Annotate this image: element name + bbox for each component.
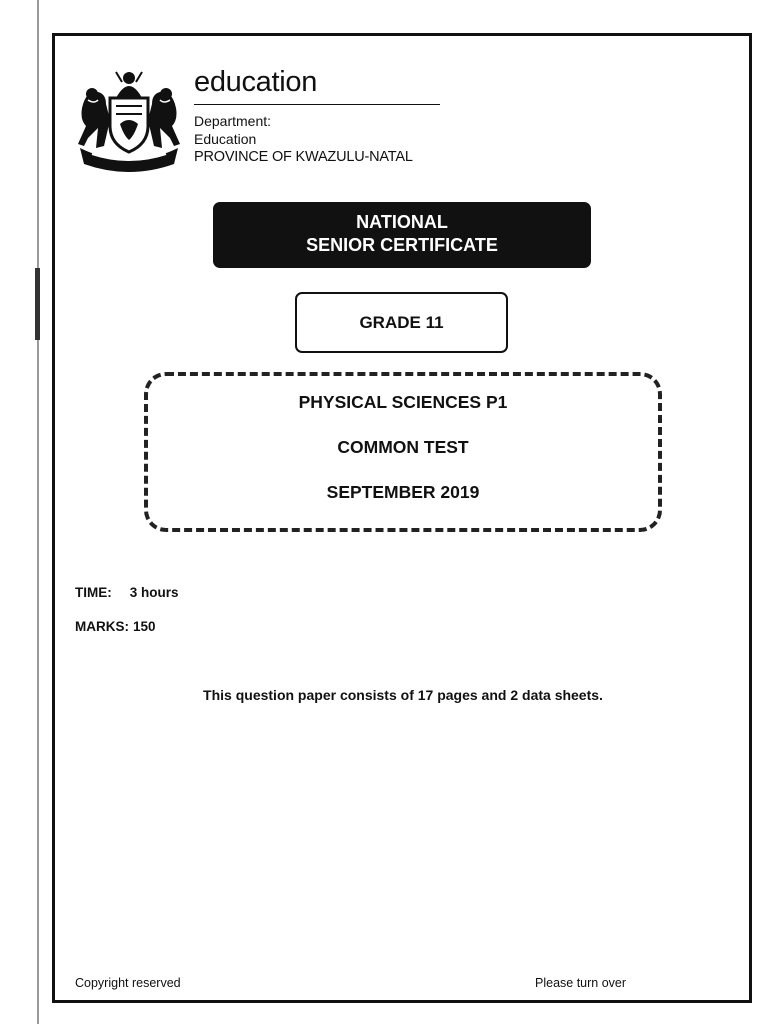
- paper-title: PHYSICAL SCIENCES P1: [298, 392, 508, 412]
- test-date: SEPTEMBER 2019: [326, 482, 480, 502]
- page-count-statement: This question paper consists of 17 pages and 2 data sheets.: [203, 687, 603, 703]
- turn-over-notice: Please turn over: [535, 976, 627, 990]
- grade-label: GRADE 11: [359, 313, 444, 332]
- time-value: 3 hours: [129, 585, 179, 600]
- marks-value: 150: [133, 619, 156, 634]
- certificate-banner: [213, 202, 591, 268]
- copyright-notice: Copyright reserved: [75, 976, 181, 990]
- time-label: TIME:: [75, 585, 112, 600]
- time-row: [75, 585, 179, 600]
- marks-row: [75, 619, 156, 634]
- coat-of-arms-icon: [76, 68, 182, 172]
- department-title: education: [194, 64, 440, 105]
- department-block: [194, 64, 464, 166]
- certificate-line-2: SENIOR CERTIFICATE: [306, 235, 498, 255]
- department-name: Education: [194, 131, 257, 147]
- test-type: COMMON TEST: [337, 437, 469, 457]
- grade-box: [295, 292, 508, 353]
- scan-edge-line: [37, 0, 39, 1024]
- province-name: PROVINCE OF KWAZULU-NATAL: [194, 149, 413, 165]
- marks-label: MARKS:: [75, 619, 129, 634]
- department-label: Department:: [194, 113, 272, 129]
- subject-box: [144, 372, 662, 532]
- certificate-line-1: NATIONAL: [356, 212, 448, 232]
- scan-mark: [35, 268, 40, 340]
